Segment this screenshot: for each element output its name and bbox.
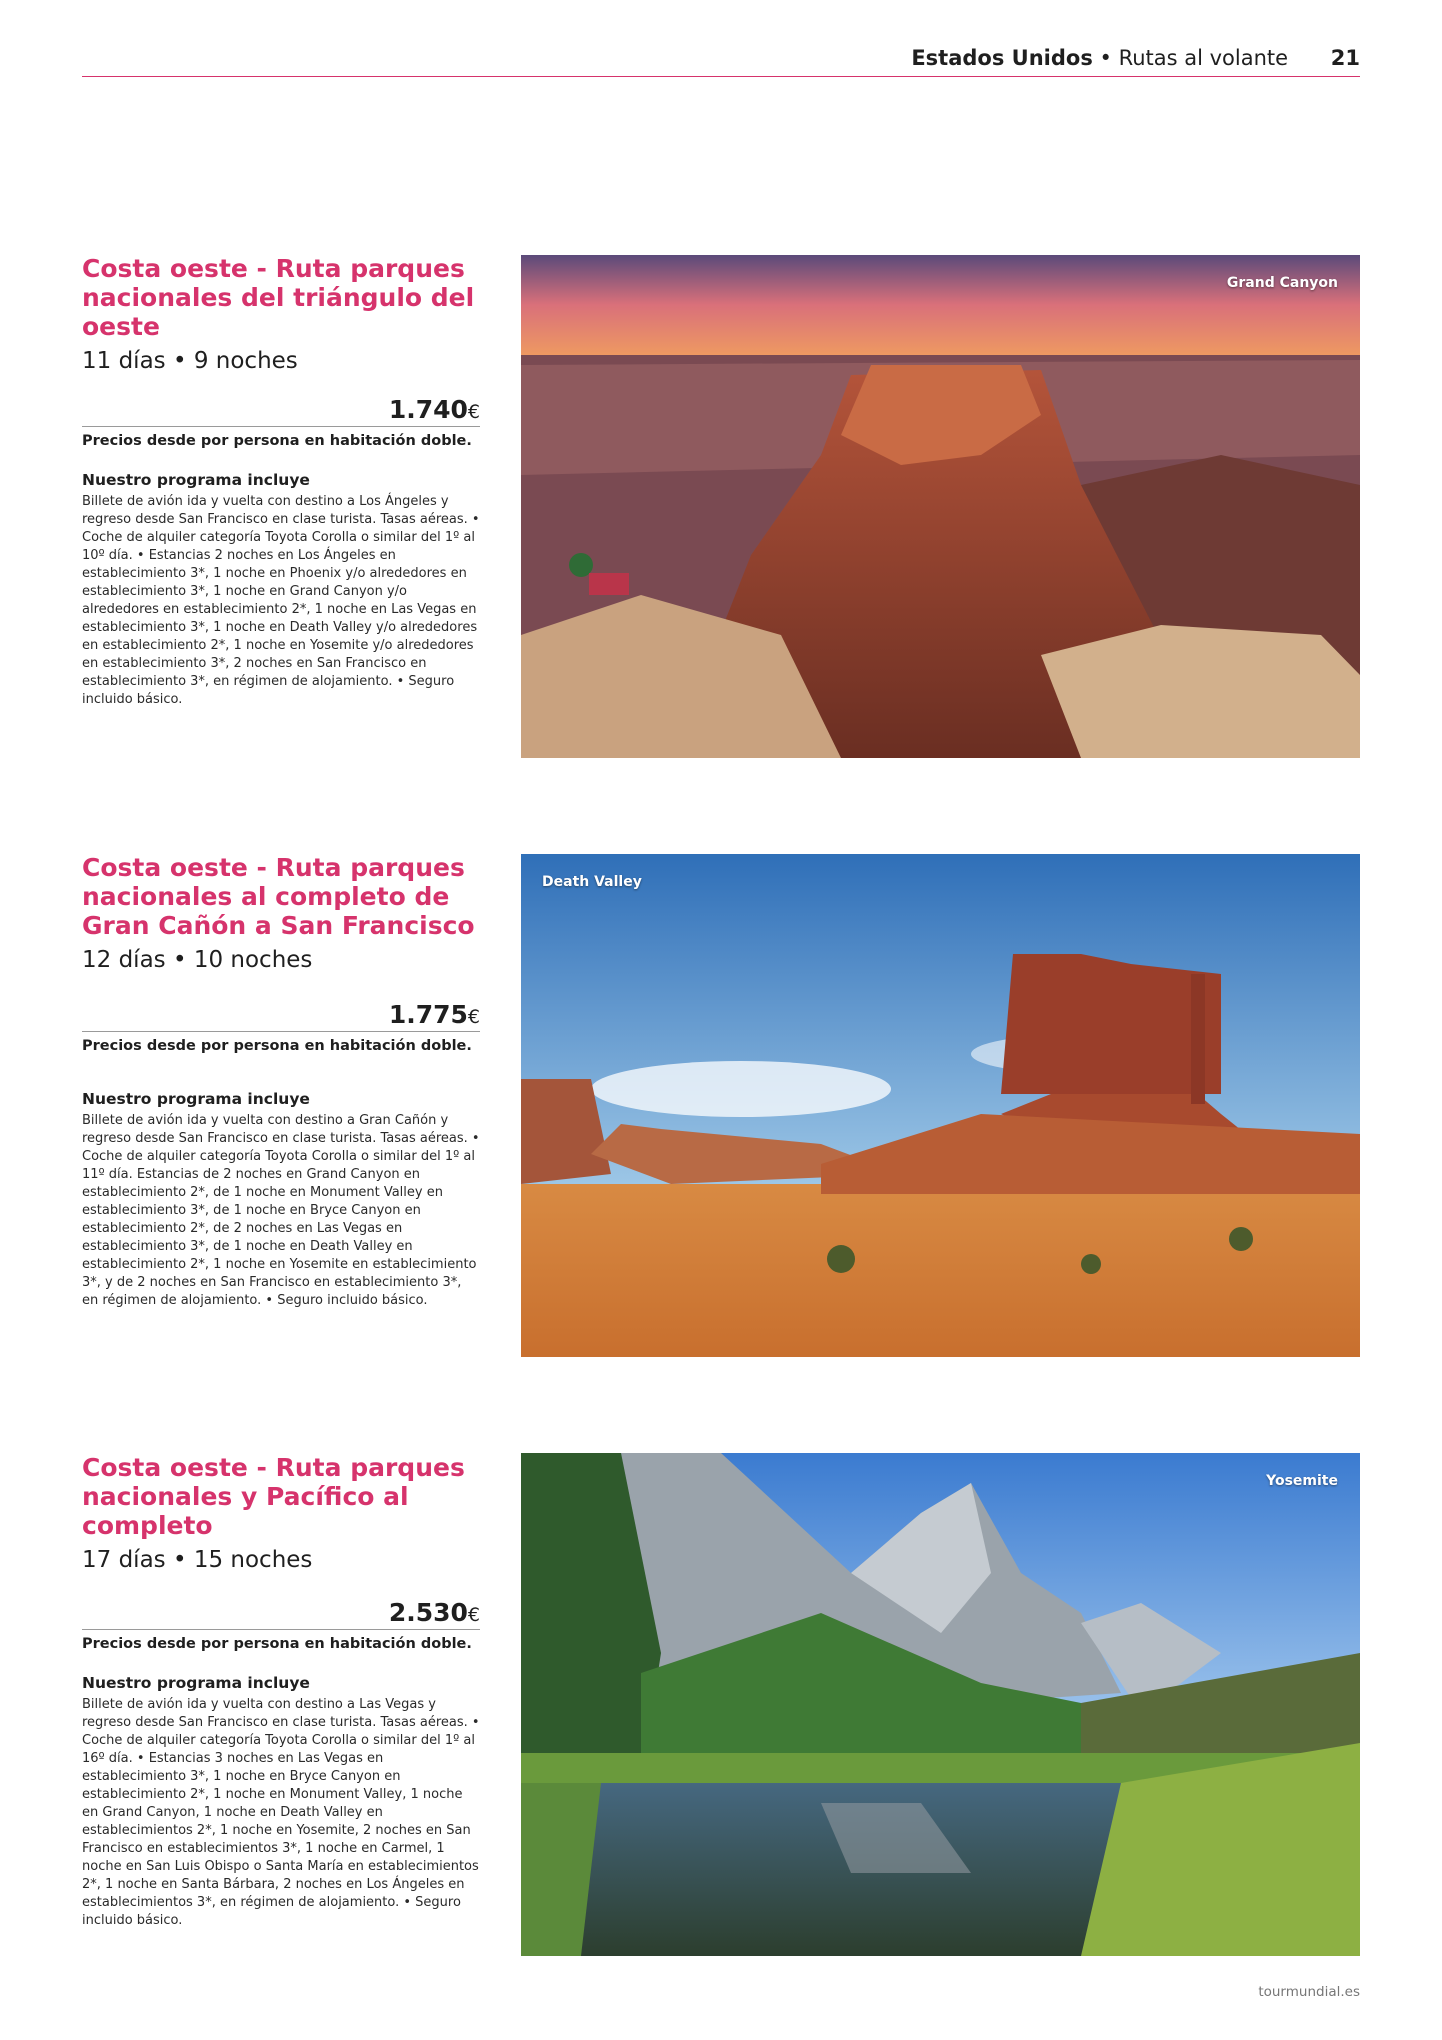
photo-caption: Death Valley [542, 874, 642, 890]
route-price [82, 1598, 480, 1630]
photo-death-valley [521, 854, 1360, 1357]
price-currency: € [467, 1006, 480, 1028]
route-price [82, 1000, 480, 1032]
includes-text: Billete de avión ida y vuelta con destino a Las Vegas y regreso desde San Francisco en clase turista. Tasas aéreas. • Coche de alquiler categoría Toyota Corolla o similar del 1º al 16º día. • Estancias 3 noches en Las Vegas en establecimiento 3*, 1 noche en Bryce Canyon en establecimiento 2*, 1 noche en Monument Valley, 1 noche en Grand Canyon, 1 noche en Death Valley en establecimientos 2*, 1 noche en Yosemite, 2 noches en San Francisco en establecimientos 3*, 1 noche en Carmel, 1 noche en San Luis Obispo o Santa María en establecimientos 2*, 1 noche en Santa Bárbara, 2 noches en Los Ángeles en establecimientos 3*, en régimen de alojamiento. • Seguro incluido básico. [82, 1697, 480, 1928]
photo-caption: Yosemite [1266, 1473, 1338, 1489]
death-valley-image [521, 854, 1360, 1357]
price-note: Precios desde por persona en habitación doble. [82, 433, 472, 449]
header-right [911, 46, 1360, 70]
price-note: Precios desde por persona en habitación doble. [82, 1636, 472, 1652]
route-block-1 [82, 254, 480, 709]
route-title: Costa oeste - Ruta parques nacionales y Pacífico al completo [82, 1453, 465, 1540]
photo-caption: Grand Canyon [1226, 275, 1338, 291]
header-separator: • [1099, 46, 1112, 70]
page-number: 21 [1330, 46, 1360, 70]
includes-heading: Nuestro programa incluye [82, 1090, 310, 1108]
route-block-3 [82, 1453, 480, 1930]
route-title: Costa oeste - Ruta parques nacionales del triángulo del oeste [82, 254, 475, 341]
includes-text: Billete de avión ida y vuelta con destino a Gran Cañón y regreso desde San Francisco en clase turista. Tasas aéreas. • Coche de alquiler categoría Toyota Corolla o similar del 1º al 11º día. Estancias de 2 noches en Grand Canyon en establecimiento 2*, de 1 noche en Monument Valley en establecimiento 3*, de 1 noche en Bryce Canyon en establecimiento 2*, de 2 noches en Las Vegas en establecimiento 3*, de 1 noche en Death Valley en establecimiento 2*, 1 noche en Yosemite en establecimiento 3*, y de 2 noches en San Francisco en establecimiento 3*, en régimen de alojamiento. • Seguro incluido básico. [82, 1113, 480, 1308]
yosemite-image [521, 1453, 1360, 1956]
route-block-2 [82, 853, 480, 1310]
photo-yosemite [521, 1453, 1360, 1956]
includes-heading: Nuestro programa incluye [82, 1674, 310, 1692]
route-duration: 17 días • 15 noches [82, 1547, 313, 1573]
includes-text: Billete de avión ida y vuelta con destino a Los Ángeles y regreso desde San Francisco en clase turista. Tasas aéreas. • Coche de alquiler categoría Toyota Corolla o similar del 1º al 10º día. • Estancias 2 noches en Los Ángeles en establecimiento 3*, 1 noche en Phoenix y/o alrededores en establecimiento 3*, 1 noche en Grand Canyon y/o alrededores en establecimiento 2*, 1 noche en Las Vegas en establecimiento 3*, 1 noche en Death Valley y/o alrededores en establecimiento 2*, 1 noche en Yosemite y/o alrededores en establecimiento 3*, 2 noches en San Francisco en establecimiento 3*, en régimen de alojamiento. • Seguro incluido básico. [82, 494, 480, 707]
footer-website: tourmundial.es [1258, 1984, 1360, 2000]
route-duration: 12 días • 10 noches [82, 947, 313, 973]
route-duration: 11 días • 9 noches [82, 348, 298, 374]
header-country: Estados Unidos [911, 46, 1093, 70]
route-price [82, 395, 480, 427]
grand-canyon-image [521, 255, 1360, 758]
price-currency: € [467, 401, 480, 423]
includes-heading: Nuestro programa incluye [82, 471, 310, 489]
header-section: Rutas al volante [1118, 46, 1289, 70]
price-note: Precios desde por persona en habitación doble. [82, 1038, 472, 1054]
photo-grand-canyon [521, 255, 1360, 758]
price-value: 1.740 [388, 395, 468, 424]
price-value: 2.530 [388, 1598, 468, 1627]
page-header [82, 46, 1360, 77]
route-title: Costa oeste - Ruta parques nacionales al completo de Gran Cañón a San Francisco [82, 853, 475, 940]
price-value: 1.775 [388, 1000, 468, 1029]
price-currency: € [467, 1604, 480, 1626]
